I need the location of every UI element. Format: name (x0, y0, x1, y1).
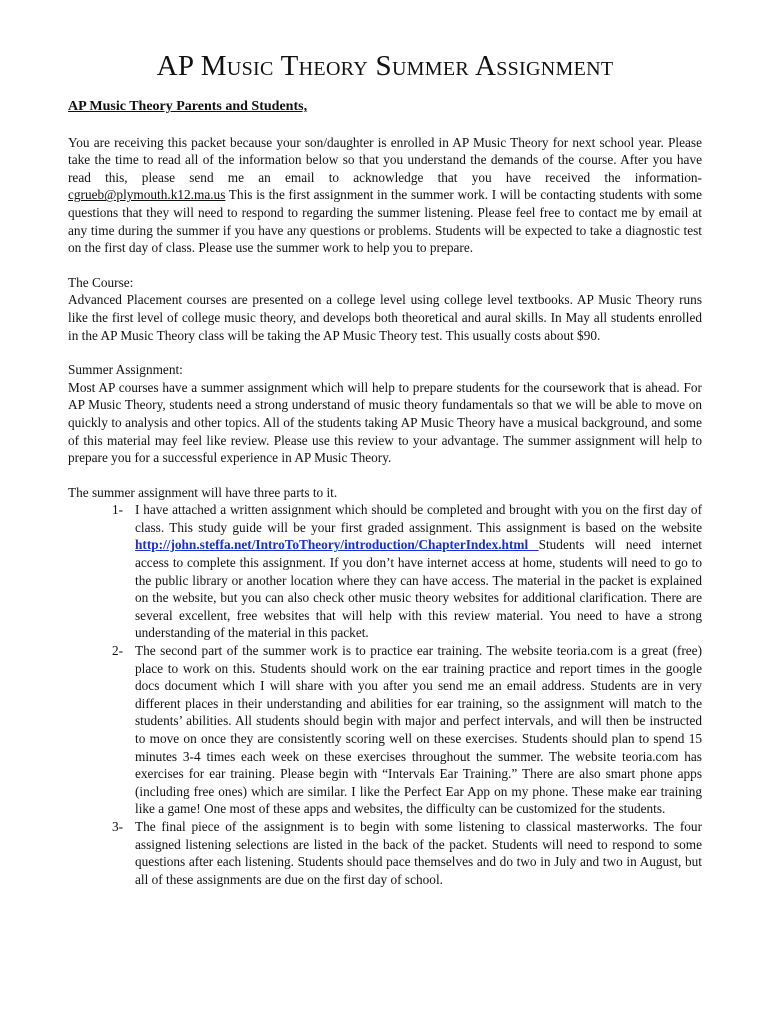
course-heading: The Course: (68, 274, 134, 290)
part-2-text: The second part of the summer work is to practice ear training. The website teoria.com is a great (free) place to work on this. Students should work on the ear training practice and report times in the google docs document which I will share with you after you send me an email address. Students are in very different places in their understanding and abilities for ear training, so the assignment will match to the students’ abilities. All students should begin with major and perfect intervals, and will then be instructed to move on once they are consistently scoring well on these exercises. Students should plan to spend 15 minutes 3-4 times each week on these exercises throughout the summer. The website teoria.com has exercises for ear training. Please begin with “Intervals Ear Training.” There are also smart phone apps (including free ones) which are similar. I like the Perfect Ear App on my phone. These make ear training like a game! One most of these apps and websites, the difficulty can be customized for the students. (135, 643, 702, 817)
summer-heading: Summer Assignment: (68, 362, 183, 378)
course-paragraph: Advanced Placement courses are presented on a college level using college level textbooks. AP Music Theory runs like the first level of college music theory, and develops both theoretical and aural skills. In May all students enrolled in the AP Music Theory class will be taking the AP Music Theory test. This usually costs about $90. (68, 292, 702, 343)
part-1-text-after-link: Students will need internet access to complete this assignment. If you don’t have internet access at home, students will need to go to the public library or another location where they can have access. The material in the packet is explained on the website, but you can also check other music theory websites for additional clarification. There are several excellent, free websites that will help with this review material. You need to have a strong understanding of the material in this packet. (135, 537, 702, 641)
assignment-parts-list (68, 501, 702, 888)
summer-paragraph: Most AP courses have a summer assignment which will help to prepare students for the coursework that is ahead. For AP Music Theory, students need a strong understand of music theory fundamentals so that we will be able to move on quickly to analysis and other topics. All of the students taking AP Music Theory have a musical background, and some of this material may feel like review. Please use this review to your advantage. The summer assignment will help to prepare you for a successful experience in AP Music Theory. (68, 379, 702, 466)
list-item-number: 1- (112, 502, 124, 518)
teacher-email: cgrueb@plymouth.k12.ma.us (68, 187, 226, 203)
part-1-text-before-link: I have attached a written assignment which should be completed and brought with you on the first day of class. This study guide will be your first graded assignment. This assignment is based on the website (135, 502, 702, 535)
summer-section (68, 361, 702, 467)
course-section (68, 274, 702, 344)
list-item (68, 642, 702, 818)
document-title: AP Music Theory Summer Assignment (156, 50, 614, 82)
intro-text-after-email: This is the first assignment in the summer work. I will be contacting students with some questions that they will need to respond to regarding the summer listening. Please feel free to contact me by email at any time during the summer if you have any questions or problems. Students will be expected to take a diagnostic test on the first day of class. Please use the summer work to help you to prepare. (68, 187, 702, 256)
list-item (68, 818, 702, 888)
part-3-text: The final piece of the assignment is to begin with some listening to classical masterworks. The four assigned listening selections are listed in the back of the packet. Students will need to respond to some questions after each listening. Students should pace themselves and do two in July and two in August, but all of these assignments are due on the first day of school. (135, 818, 702, 887)
chapter-index-link[interactable]: http://john.steffa.net/IntroToTheory/introduction/ChapterIndex.html (135, 537, 539, 553)
parts-intro: The summer assignment will have three parts to it. (68, 484, 338, 500)
list-item-number: 3- (112, 818, 124, 834)
document-body (68, 98, 702, 888)
intro-text-before-email: You are receiving this packet because your son/daughter is enrolled in AP Music Theory for next school year. Please take the time to read all of the information below so that you understand the demands of the course. After you have read this, please send me an email to acknowledge that you have received the information- (68, 134, 702, 185)
salutation-heading: AP Music Theory Parents and Students, (68, 99, 308, 114)
intro-paragraph (68, 134, 702, 257)
list-item-number: 2- (112, 643, 124, 659)
list-item (68, 501, 702, 642)
